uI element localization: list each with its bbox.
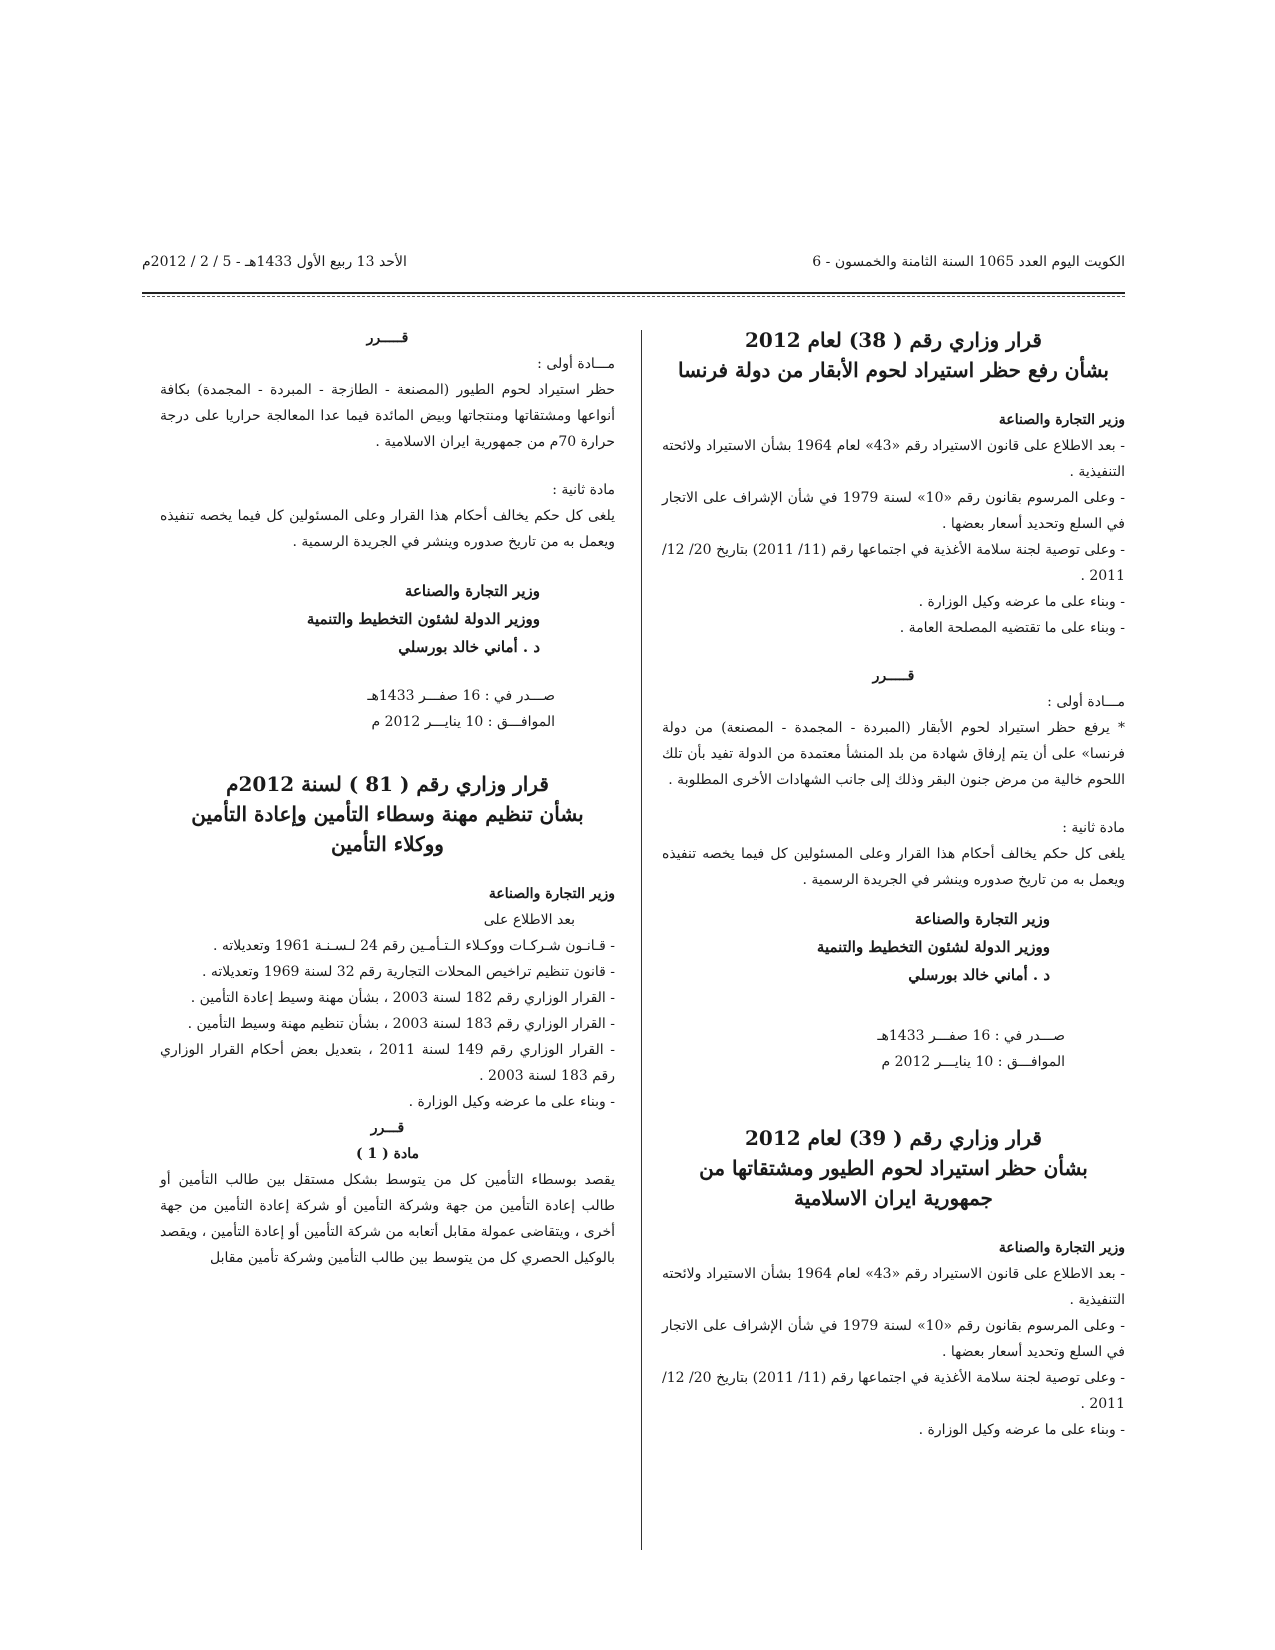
decree-39-decides: قـــــرر [366,330,409,346]
decree-39-signature [160,577,615,661]
decree-39-preamble-3: - وعلى توصية لجنة سلامة الأغذية في اجتماعها رقم (11/ 2011) بتاريخ 20/ 12/ 2011 . [662,1370,1126,1412]
decree-38-article-1-label: مـــادة أولى : [1047,694,1125,710]
signature-line-1: وزير التجارة والصناعة [914,910,1050,928]
decree-81-preamble-5: - القرار الوزاري رقم 149 لسنة 2011 ، بتعديل بعض أحكام القرار الوزاري رقم 183 لسنة 2003 . [160,1042,616,1084]
signature-line-3: د . أماني خالد بورسلي [908,966,1050,984]
decree-38-title: قرار وزاري رقم ( 38) لعام 2012 [745,328,1042,352]
signature-line-3: د . أماني خالد بورسلي [398,638,540,656]
decree-38-preamble-1: - بعد الاطلاع على قانون الاستيراد رقم «43» لعام 1964 بشأن الاستيراد ولائحته التنفيذية . [662,438,1125,480]
decree-39-corresponding: الموافـــق : 10 ينايـــر 2012 م [371,714,555,730]
decree-39-title: قرار وزاري رقم ( 39) لعام 2012 [745,1126,1042,1150]
decree-38-issued: صـــدر في : 16 صفـــر 1433هـ [877,1028,1065,1044]
decree-39-issued: صـــدر في : 16 صفـــر 1433هـ [367,688,555,704]
decree-38-signature [662,905,1125,989]
decree-81-authority: وزير التجارة والصناعة [488,886,615,902]
decree-38-authority: وزير التجارة والصناعة [998,412,1125,428]
decree-81-subtitle-line-2: ووكلاء التأمين [331,832,444,856]
decree-81-preamble-4: - القرار الوزاري رقم 183 لسنة 2003 ، بشأن تنظيم مهنة وسيط التأمين . [187,1016,615,1032]
decree-39 [662,1123,1125,1443]
signature-line-2: ووزير الدولة لشئون التخطيط والتنمية [306,610,540,628]
decree-39-article-1-label: مـــادة أولى : [537,356,615,372]
column-divider [641,330,642,1550]
decree-39-article-1-text: حظر استيراد لحوم الطيور (المصنعة - الطازجة - المبردة - المجمدة) بكافة أنواعها ومشتقاتها ومنتجاتها وبيض المائدة فيما عدا المعالجة حراريا على درجة حرارة 70م من جمهورية ايران الاسلامية . [160,382,615,450]
decree-38-corresponding: الموافـــق : 10 ينايـــر 2012 م [881,1054,1065,1070]
decree-38-article-2-label: مادة ثانية : [1062,820,1125,836]
signature-line-2: ووزير الدولة لشئون التخطيط والتنمية [816,938,1050,956]
decree-39-preamble-4: - وبناء على ما عرضه وكيل الوزارة . [918,1422,1125,1438]
left-column [160,325,615,1271]
decree-39-article-2-label: مادة ثانية : [552,482,615,498]
decree-38-preamble-3: - وعلى توصية لجنة سلامة الأغذية في اجتماعها رقم (11/ 2011) بتاريخ 20/ 12/ 2011 . [662,542,1126,584]
decree-38-decides: قـــــرر [872,668,915,684]
header-rule [142,292,1125,297]
decree-38-preamble-4: - وبناء على ما عرضه وكيل الوزارة . [918,594,1125,610]
decree-38-preamble-5: - وبناء على ما تقتضيه المصلحة العامة . [899,620,1125,636]
decree-81-preamble-2: - قانون تنظيم تراخيص المحلات التجارية رقم 32 لسنة 1969 وتعديلاته . [202,964,615,980]
decree-81-decides: قـــرر [370,1120,405,1136]
issue-date: الأحد 13 ربيع الأول 1433هـ - 5 / 2 / 2012م [142,254,407,270]
decree-81-subtitle-line-1: بشأن تنظيم مهنة وسطاء التأمين وإعادة التأمين [191,802,584,826]
decree-39-subtitle-line-2: جمهورية ايران الاسلامية [794,1186,993,1210]
decree-38-article-1-text: * يرفع حظر استيراد لحوم الأبقار (المبردة - المجمدة - المصنعة) من دولة فرنسا» على أن يتم إرفاق شهادة من بلد المنشأ معتمدة من الدولة تفيد بأن تلك اللحوم خالية من مرض جنون البقر وذلك إلى جانب الشهادات الأخرى المطلوبة . [662,720,1125,788]
decree-81-preamble-3: - القرار الوزاري رقم 182 لسنة 2003 ، بشأن مهنة وسيط إعادة التأمين . [190,990,615,1006]
decree-81-intro: بعد الاطلاع على [483,912,575,928]
decree-38 [662,325,1125,1075]
decree-38-preamble-2: - وعلى المرسوم بقانون رقم «10» لسنة 1979 في شأن الإشراف على الاتجار في السلع وتحديد أسعار بعضها . [662,490,1126,532]
running-header [142,254,1125,280]
decree-81-title: قرار وزاري رقم ( 81 ) لسنة 2012م [226,772,549,796]
decree-39-article-2-text: يلغى كل حكم يخالف أحكام هذا القرار وعلى المسئولين كل فيما يخصه تنفيذه ويعمل به من تاريخ صدوره وينشر في الجريدة الرسمية . [160,508,615,550]
decree-38-subtitle: بشأن رفع حظر استيراد لحوم الأبقار من دولة فرنسا [678,358,1109,382]
issue-info: الكويت اليوم العدد 1065 السنة الثامنة والخمسون - 6 [812,254,1125,270]
decree-39-subtitle-line-1: بشأن حظر استيراد لحوم الطيور ومشتقاتها من [699,1156,1088,1180]
decree-39-preamble-1: - بعد الاطلاع على قانون الاستيراد رقم «43» لعام 1964 بشأن الاستيراد ولائحته التنفيذية . [662,1266,1125,1308]
decree-81-preamble-6: - وبناء على ما عرضه وكيل الوزارة . [408,1094,615,1110]
decree-39-continued [160,325,615,735]
decree-39-authority: وزير التجارة والصناعة [998,1240,1125,1256]
decree-81 [160,769,615,1271]
decree-38-article-2-text: يلغى كل حكم يخالف أحكام هذا القرار وعلى المسئولين كل فيما يخصه تنفيذه ويعمل به من تاريخ صدوره وينشر في الجريدة الرسمية . [662,846,1125,888]
right-column [662,325,1125,1443]
decree-81-preamble-1: - قـانـون شـركـات ووكـلاء الـتـأمـين رقم 24 لـسـنـة 1961 وتعديلاته . [212,938,615,954]
decree-81-article-1-label: مادة ( 1 ) [356,1146,419,1162]
signature-line-1: وزير التجارة والصناعة [404,582,540,600]
decree-81-article-1-text: يقصد بوسطاء التأمين كل من يتوسط بشكل مستقل بين طالب التأمين أو طالب إعادة التأمين من جهة وشركة التأمين أو شركة إعادة التأمين من جهة أخرى ، ويتقاضى عمولة مقابل أتعابه من شركة التأمين أو إعادة التأمين ، ويقصد بالوكيل الحصري كل من يتوسط بين طالب التأمين وشركة تأمين مقابل [160,1172,615,1266]
decree-39-preamble-2: - وعلى المرسوم بقانون رقم «10» لسنة 1979 في شأن الإشراف على الاتجار في السلع وتحديد أسعار بعضها . [662,1318,1126,1360]
